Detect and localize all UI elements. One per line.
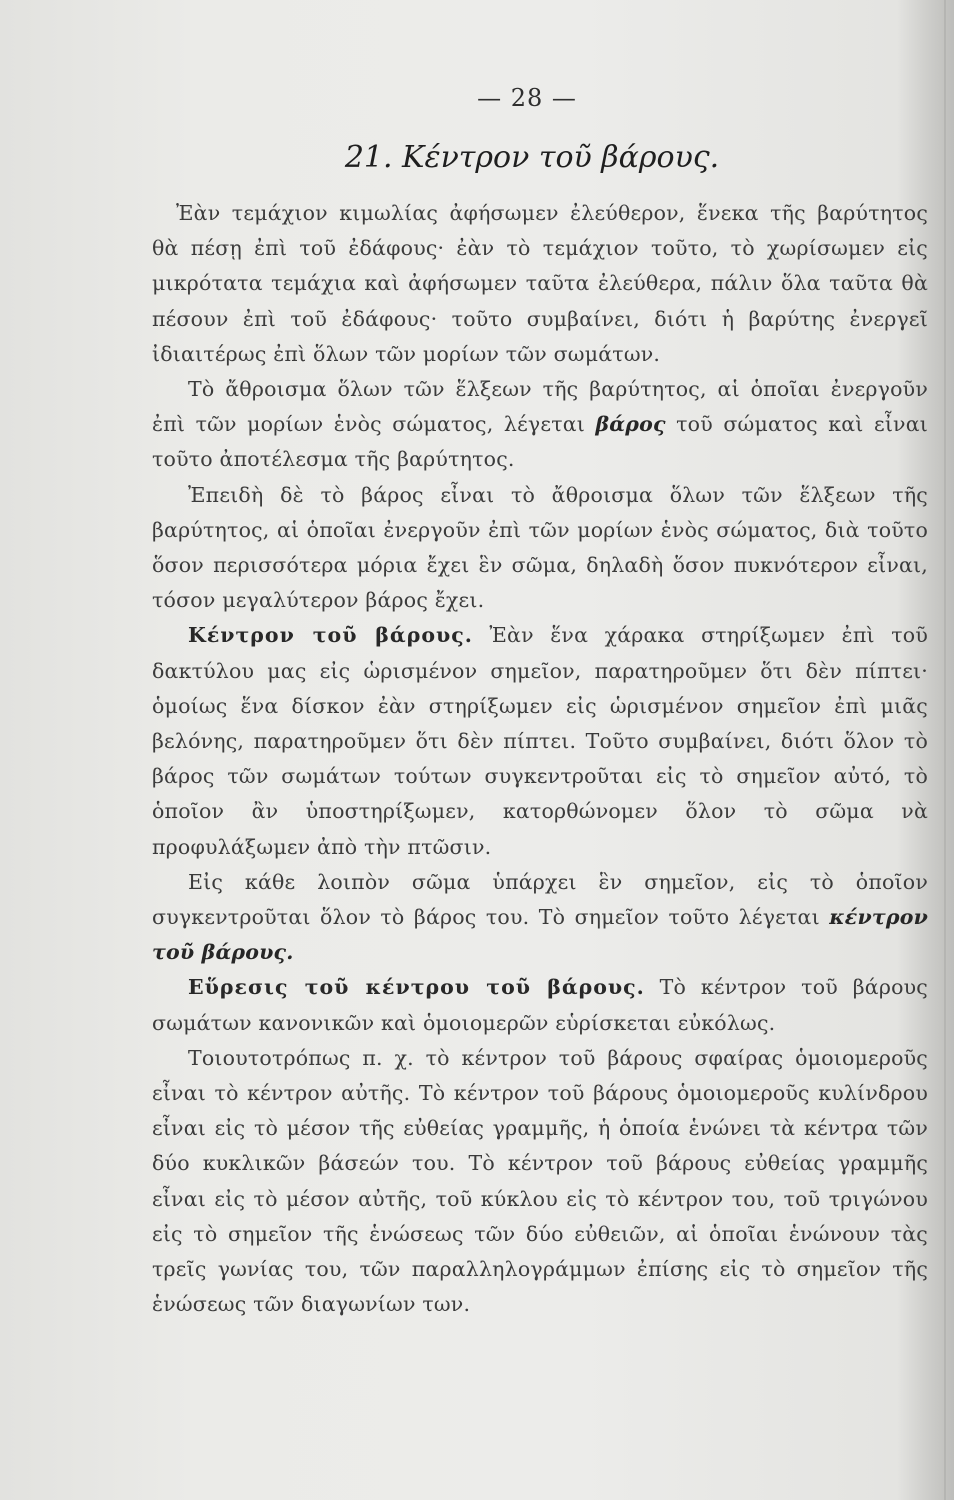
term-center-of-gravity: κέντρον τοῦ βάρους. — [152, 905, 928, 965]
paragraph-center-of-gravity — [152, 618, 928, 864]
subheading-center-of-gravity: Κέντρον τοῦ βάρους. — [188, 623, 473, 648]
paragraph-text: Ἐὰν ἕνα χάρακα στηρίξωμεν ἐπὶ τοῦ δακτύλου μας εἰς ὡρισμένον σημεῖον, παρατηροῦμεν ὅτι δὲν πίπτει· ὁμοίως ἕνα δίσκον ἐὰν στηρίξωμεν εἰς ὡρισμένον σημεῖον ἐπὶ μιᾶς βελόνης, παρατηροῦμεν ὅτι δὲν πίπτει. Τοῦτο συμβαίνει, διότι ὅλον τὸ βάρος τῶν σωμάτων τούτων συγκεντροῦται εἰς τὸ σημεῖον αὐτό, τὸ ὁποῖον ἂν ὑποστηρίξωμεν, κατορθώνομεν ὅλον τὸ σῶμα νὰ προφυλάξωμεν ἀπὸ τὴν πτῶσιν. — [152, 623, 928, 859]
paragraph-text: Τὸ κέντρον τοῦ βάρους σωμάτων κανονικῶν καὶ ὁμοιομερῶν εὑρίσκεται εὐκόλως. — [152, 975, 928, 1035]
section-title: 21. Κέντρον τοῦ βάρους. — [344, 140, 720, 175]
paragraph-weight-density: Ἐπειδὴ δὲ τὸ βάρος εἶναι τὸ ἄθροισμα ὅλων τῶν ἕλξεων τῆς βαρύτητος, αἱ ὁποῖαι ἐνεργοῦν ἐπὶ τῶν μορίων ἑνὸς σώματος, διὰ τοῦτο ὅσον περισσότερα μόρια ἔχει ἓν σῶμα, δηλαδὴ ὅσον πυκνότερον εἶναι, τόσον μεγαλύτερον βάρος ἔχει. — [152, 482, 928, 613]
body-text — [152, 196, 928, 1323]
paragraph-weight-definition — [152, 372, 928, 478]
paragraph-text: Εἰς κάθε λοιπὸν σῶμα ὑπάρχει ἓν σημεῖον, εἰς τὸ ὁποῖον συγκεντροῦται ὅλον τὸ βάρος του. Τὸ σημεῖον τοῦτο λέγεται — [152, 869, 928, 930]
page-spine-edge — [944, 0, 946, 1500]
paragraph-center-definition — [152, 865, 928, 971]
term-weight: βάρος — [595, 412, 666, 437]
paragraph-gravity-intro: Ἐὰν τεμάχιον κιμωλίας ἀφήσωμεν ἐλεύθερον, ἕνεκα τῆς βαρύτητος θὰ πέσῃ ἐπὶ τοῦ ἐδάφους· ἐὰν τὸ τεμάχιον τοῦτο, τὸ χωρίσωμεν εἰς μικρότατα τεμάχια καὶ ἀφήσωμεν ταῦτα ἐλεύθερα, πάλιν ὅλα ταῦτα θὰ πέσουν ἐπὶ τοῦ ἐδάφους· τοῦτο συμβαίνει, διότι ἡ βαρύτης ἐνεργεῖ ἰδιαιτέρως ἐπὶ ὅλων τῶν μορίων τῶν σωμάτων. — [152, 201, 928, 366]
paragraph-finding-center — [152, 970, 928, 1040]
page-number: — 28 — — [477, 84, 577, 112]
paragraph-examples: Τοιουτοτρόπως π. χ. τὸ κέντρον τοῦ βάρους σφαίρας ὁμοιομεροῦς εἶναι τὸ κέντρον αὐτῆς. Τὸ κέντρον τοῦ βάρους ὁμοιομεροῦς κυλίνδρου εἶναι εἰς τὸ μέσον τῆς εὐθείας γραμμῆς, ἡ ὁποία ἑνώνει τὰ κέντρα τῶν δύο κυκλικῶν βάσεών του. Τὸ κέντρον τοῦ βάρους εὐθείας γραμμῆς εἶναι εἰς τὸ μέσον αὐτῆς, τοῦ κύκλου εἰς τὸ κέντρον του, τοῦ τριγώνου εἰς τὸ σημεῖον τῆς ἑνώσεως τῶν δύο εὐθειῶν, αἱ ὁποῖαι ἑνώνουν τὰς τρεῖς γωνίας του, τῶν παραλληλογράμμων ἐπίσης εἰς τὸ σημεῖον τῆς ἑνώσεως τῶν διαγωνίων των. — [152, 1045, 928, 1317]
paragraph-text: τοῦ σώματος καὶ εἶναι τοῦτο ἀποτέλεσμα τῆς βαρύτητος. — [152, 412, 928, 472]
subheading-finding-center: Εὕρεσις τοῦ κέντρου τοῦ βάρους. — [188, 975, 645, 1000]
paragraph-text: Τὸ ἄθροισμα ὅλων τῶν ἕλξεων τῆς βαρύτητος, αἱ ὁποῖαι ἐνεργοῦν ἐπὶ τῶν μορίων ἑνὸς σώματος, λέγεται — [152, 377, 928, 437]
